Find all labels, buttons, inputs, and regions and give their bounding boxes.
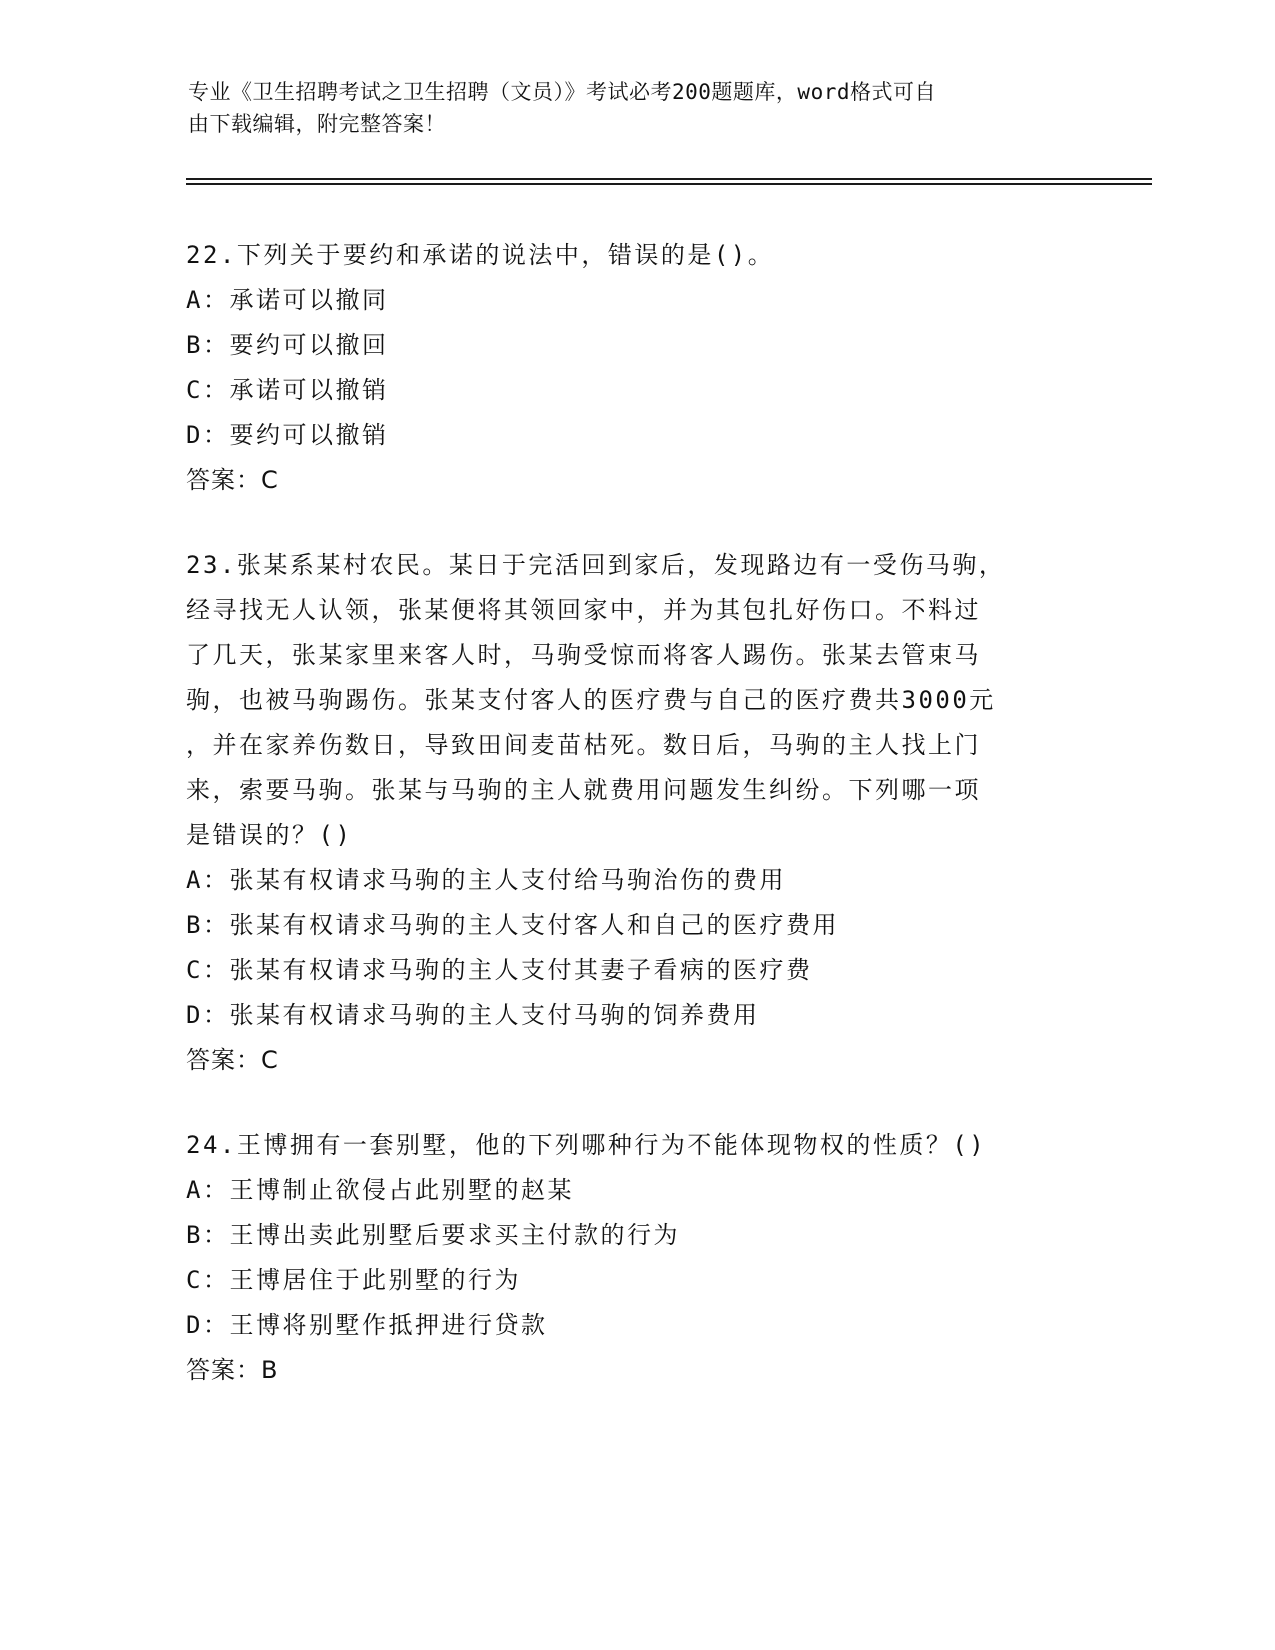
header-line: 由下载编辑，附完整答案！	[188, 112, 446, 136]
option-c: C：王博居住于此别墅的行为	[186, 1266, 521, 1294]
option-b: B：要约可以撤回	[186, 331, 389, 359]
answer-line: 答案：C	[186, 466, 279, 494]
question-stem: 了几天，张某家里来客人时，马驹受惊而将客人踢伤。张某去管束马	[186, 641, 981, 669]
question-stem: 22.下列关于要约和承诺的说法中，错误的是()。	[186, 241, 775, 269]
question-23	[186, 543, 1086, 1083]
option-c: C：张某有权请求马驹的主人支付其妻子看病的医疗费	[186, 956, 813, 984]
option-a: A：承诺可以撤同	[186, 286, 389, 314]
question-stem: 经寻找无人认领，张某便将其领回家中，并为其包扎好伤口。不料过	[186, 596, 981, 624]
question-stem: 来，索要马驹。张某与马驹的主人就费用问题发生纠纷。下列哪一项	[186, 776, 981, 804]
header-divider-top	[186, 178, 1152, 180]
option-c: C：承诺可以撤销	[186, 376, 389, 404]
option-b: B：张某有权请求马驹的主人支付客人和自己的医疗费用	[186, 911, 839, 939]
document-header	[188, 76, 1068, 140]
header-line: 专业《卫生招聘考试之卫生招聘（文员）》考试必考200题题库，word格式可自	[188, 80, 936, 104]
option-d: D：要约可以撤销	[186, 421, 389, 449]
option-a: A：张某有权请求马驹的主人支付给马驹治伤的费用	[186, 866, 786, 894]
question-stem: 23.张某系某村农民。某日于完活回到家后，发现路边有一受伤马驹，	[186, 551, 1006, 579]
option-d: D：王博将别墅作抵押进行贷款	[186, 1311, 548, 1339]
option-a: A：王博制止欲侵占此别墅的赵某	[186, 1176, 574, 1204]
question-stem: 24.王博拥有一套别墅，他的下列哪种行为不能体现物权的性质？()	[186, 1131, 987, 1159]
question-stem: 驹，也被马驹踢伤。张某支付客人的医疗费与自己的医疗费共3000元	[186, 686, 996, 714]
question-stem: ，并在家养伤数日，导致田间麦苗枯死。数日后，马驹的主人找上门	[186, 731, 981, 759]
option-b: B：王博出卖此别墅后要求买主付款的行为	[186, 1221, 680, 1249]
question-list	[186, 233, 1086, 1433]
question-stem: 是错误的？()	[186, 821, 353, 849]
answer-line: 答案：B	[186, 1356, 279, 1384]
option-d: D：张某有权请求马驹的主人支付马驹的饲养费用	[186, 1001, 760, 1029]
question-24	[186, 1123, 1086, 1393]
answer-line: 答案：C	[186, 1046, 279, 1074]
question-22	[186, 233, 1086, 503]
header-divider-bottom	[186, 183, 1152, 185]
